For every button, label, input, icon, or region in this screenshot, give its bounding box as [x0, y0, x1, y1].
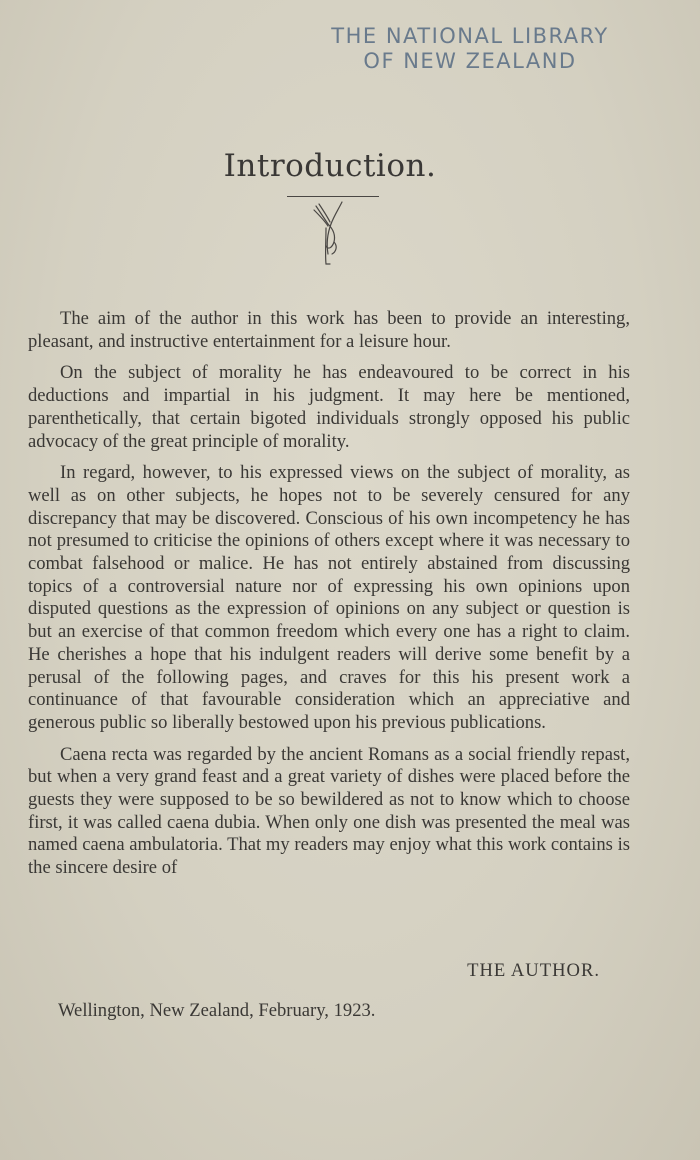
introduction-body	[28, 308, 630, 889]
library-stamp	[300, 24, 640, 74]
paragraph: Caena recta was regarded by the ancient Romans as a social friendly repast, but when a very grand feast and a great variety of dishes were placed before the guests they were supposed to be so bewildered as not to know which to choose first, it was called caena dubia. When only one dish was presented the meal was named caena ambulatoria. That my readers may enjoy what this work contains is the sincere desire of	[28, 743, 630, 879]
stamp-line-2: OF NEW ZEALAND	[363, 49, 577, 73]
stamp-line-1: THE NATIONAL LIBRARY	[331, 24, 609, 48]
leaf-ornament-icon	[306, 198, 356, 270]
author-signature: THE AUTHOR.	[467, 960, 600, 981]
paragraph: On the subject of morality he has endeavoured to be correct in his deductions and impartial in his judgment. It may here be mentioned, parenthetically, that certain bigoted individuals strongly opposed his public advocacy of the great principle of morality.	[28, 362, 630, 452]
dateline: Wellington, New Zealand, February, 1923.	[58, 1000, 376, 1021]
paragraph: In regard, however, to his expressed views on the subject of morality, as well as on other subjects, he hopes not to be severely censured for any discrepancy that may be discovered. Conscious of his own incompetency he has not presumed to criticise the opinions of others except where it was necessary to combat falsehood or malice. He has not entirely abstained from discussing topics of a controversial nature nor of expressing his own opinions upon disputed questions as the expression of opinions on any subject or question is but an exercise of that common freedom which every one has a right to claim. He cherishes a hope that his indulgent readers will derive some benefit by a perusal of the following pages, and craves for this his present work a continuance of that favourable consideration which an appreciative and generous public so liberally bestowed upon his previous publications.	[28, 462, 630, 733]
page-title: Introduction.	[223, 148, 437, 184]
paragraph: The aim of the author in this work has been to provide an interesting, pleasant, and instructive entertainment for a leisure hour.	[28, 308, 630, 352]
title-underline	[287, 196, 379, 197]
